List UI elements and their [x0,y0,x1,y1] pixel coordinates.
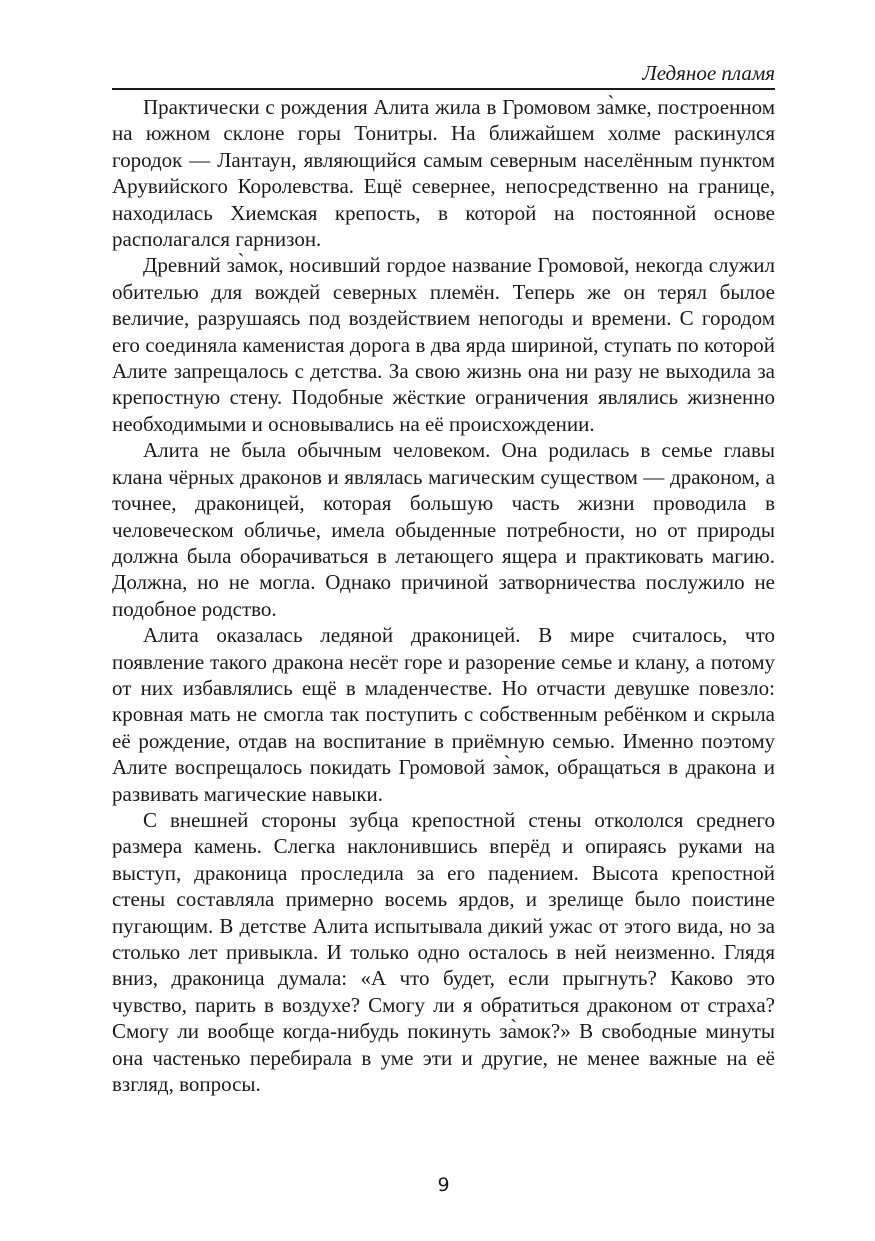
page-number: 9 [437,1174,450,1196]
running-title: Ледяное пламя [642,61,775,85]
book-page [112,0,775,1241]
paragraph: Алита оказалась ледяной драконицей. В мире считалось, что появление такого дракона несёт горе и разорение семье и клану, а потому от них избавлялись ещё в младенчестве. Но отчасти девушке повезло: кровная мать не смогла так поступить с собственным ребёнком и скрыла её рождение, отдав на воспитание в приёмную семью. Именно поэтому Алите воспрещалось покидать Громовой за̀мок, обращаться в дракона и развивать магические навыки. [112,623,775,806]
paragraph: Древний за̀мок, носивший гордое название Громовой, некогда служил обителью для вождей северных племён. Теперь же он терял былое величие, разрушаясь под воздействием непогоды и времени. С городом его соединяла каменистая дорога в два ярда шириной, ступать по которой Алите запрещалось с детства. За свою жизнь она ни разу не выходила за крепостную стену. Подобные жёсткие ограничения являлись жизненно необходимыми и основывались на её происхождении. [112,253,775,436]
paragraph: С внешней стороны зубца крепостной стены откололся среднего размера камень. Слегка наклонившись вперёд и опираясь руками на выступ, драконица проследила за его падением. Высота крепостной стены составляла примерно восемь ярдов, и зрелище было поистине пугающим. В детстве Алита испытывала дикий ужас от этого вида, но за столько лет привыкла. И только одно осталось в ней неизменно. Глядя вниз, драконица думала: «А что будет, если прыгнуть? Каково это чувство, парить в воздухе? Смогу ли я обратиться драконом от страха? Смогу ли вообще когда-нибудь покинуть за̀мок?» В свободные минуты она частенько перебирала в уме эти и другие, не менее важные на её взгляд, вопросы. [112,807,775,1097]
body-text [112,94,775,1097]
paragraph: Алита не была обычным человеком. Она родилась в семье главы клана чёрных драконов и являлась магическим существом — драконом, а точнее, драконицей, которая большую часть жизни проводила в человеческом обличье, имела обыденные потребности, но от природы должна была оборачиваться в летающего ящера и практиковать магию. Должна, но не могла. Однако причиной затворничества послужило не подобное родство. [112,438,775,621]
header-rule [112,88,775,90]
paragraph: Практически с рождения Алита жила в Громовом за̀мке, построенном на южном склоне горы Тонитры. На ближайшем холме раскинулся городок — Лантаун, являющийся самым северным населённым пунктом Арувийского Королевства. Ещё севернее, непосредственно на границе, находилась Хиемская крепость, в которой на постоянной основе располагался гарнизон. [112,95,775,252]
